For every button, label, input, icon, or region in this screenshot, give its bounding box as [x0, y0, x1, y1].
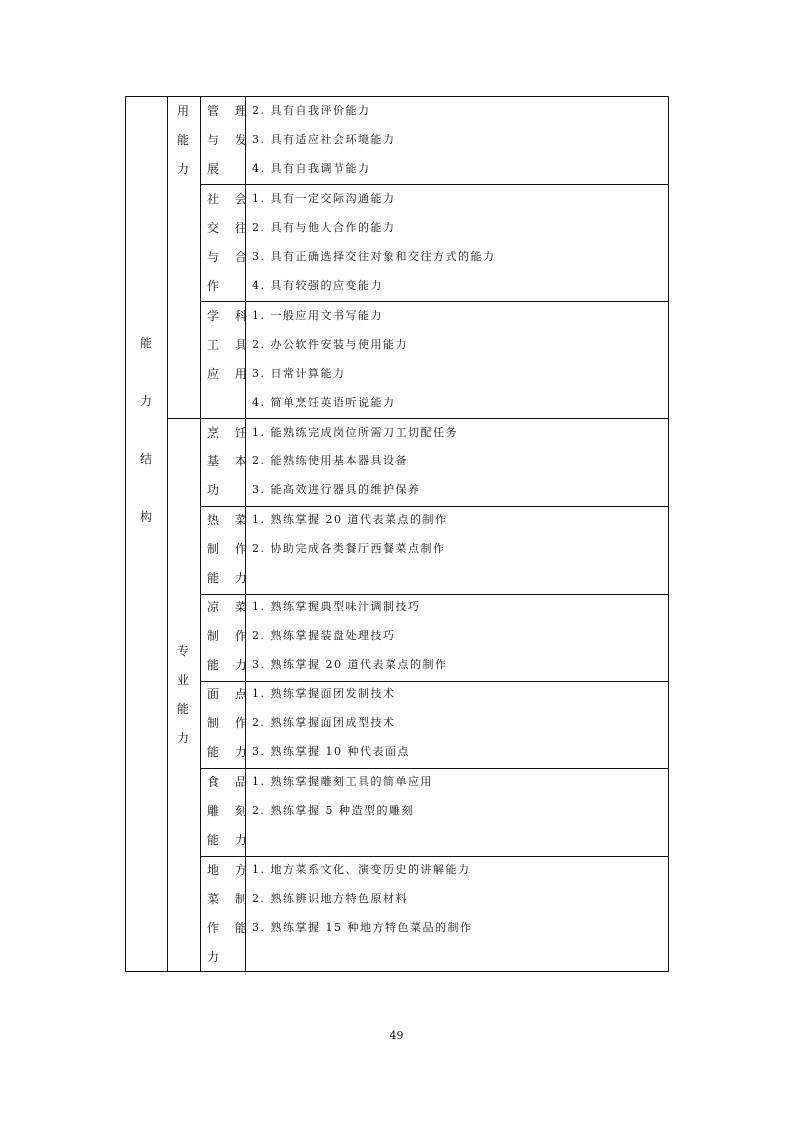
subcategory-label: 与 合 — [207, 250, 253, 264]
subcategory-label: 能 力 — [207, 833, 253, 847]
group-label-char: 业 — [177, 673, 190, 687]
subcategory-label: 能 力 — [207, 571, 253, 585]
subcategory-label: 作 — [207, 279, 226, 293]
row-divider — [200, 301, 669, 302]
subcategory-label: 社 会 — [207, 192, 253, 206]
ability-item: 2. 协助完成各类餐厅西餐菜点制作 — [252, 542, 446, 555]
ability-item: 2. 办公软件安装与使用能力 — [252, 338, 408, 351]
group-label-char: 力 — [177, 162, 190, 176]
ability-item: 4. 简单烹饪英语听说能力 — [252, 396, 396, 409]
ability-item: 2. 具有与他人合作的能力 — [252, 221, 396, 234]
subcategory-label: 功 — [207, 483, 226, 497]
row-divider — [200, 418, 669, 419]
subcategory-label: 能 力 — [207, 745, 253, 759]
ability-item: 1. 熟练掌握雕刻工具的简单应用 — [252, 775, 433, 788]
ability-item: 1. 熟练掌握 20 道代表菜点的制作 — [252, 513, 448, 526]
ability-item: 1. 地方菜系文化、演变历史的讲解能力 — [252, 863, 471, 876]
subcategory-label: 菜 制 — [207, 892, 253, 906]
subcategory-label: 制 作 — [207, 629, 253, 643]
group-label-char: 力 — [177, 731, 190, 745]
subcategory-label: 工 具 — [207, 338, 253, 352]
subcategory-label: 凉 菜 — [207, 600, 253, 614]
subcategory-label: 能 力 — [207, 658, 253, 672]
subcategory-label: 制 作 — [207, 716, 253, 730]
column-divider — [200, 96, 201, 972]
ability-item: 1. 熟练掌握面团发制技术 — [252, 687, 396, 700]
ability-item: 3. 日常计算能力 — [252, 367, 346, 380]
row-divider — [200, 506, 669, 507]
subcategory-label: 食 品 — [207, 775, 253, 789]
group-label-char: 专 — [177, 644, 190, 658]
row-divider — [200, 856, 669, 857]
subcategory-label: 烹 饪 — [207, 426, 253, 440]
subcategory-label: 展 — [207, 162, 226, 176]
subcategory-label: 面 点 — [207, 687, 253, 701]
ability-item: 3. 具有正确选择交往对象和交往方式的能力 — [252, 250, 496, 263]
row-divider — [200, 681, 669, 682]
group-divider — [167, 418, 200, 419]
outer-category-char: 构 — [140, 510, 153, 524]
outer-category-char: 力 — [140, 394, 153, 408]
row-divider — [200, 768, 669, 769]
subcategory-label: 应 用 — [207, 367, 253, 381]
ability-item: 4. 具有自我调节能力 — [252, 162, 371, 175]
group-label-char: 用 — [177, 104, 190, 118]
ability-item: 3. 熟练掌握 20 道代表菜点的制作 — [252, 658, 448, 671]
page-number: 49 — [389, 1029, 404, 1042]
subcategory-label: 地 方 — [207, 863, 253, 877]
ability-item: 4. 具有较强的应变能力 — [252, 279, 383, 292]
subcategory-label: 制 作 — [207, 542, 253, 556]
row-divider — [200, 594, 669, 595]
column-divider — [167, 96, 168, 972]
ability-item: 1. 熟练掌握典型味汁调制技巧 — [252, 600, 421, 613]
ability-item: 1. 具有一定交际沟通能力 — [252, 192, 396, 205]
ability-item: 2. 熟练辨识地方特色原材料 — [252, 892, 408, 905]
ability-item: 2. 能熟练使用基本器具设备 — [252, 454, 408, 467]
ability-item: 1. 能熟练完成岗位所需刀工切配任务 — [252, 426, 458, 439]
subcategory-label: 作 能 — [207, 921, 253, 935]
subcategory-label: 与 发 — [207, 133, 253, 147]
subcategory-label: 热 菜 — [207, 513, 253, 527]
subcategory-label: 学 科 — [207, 309, 253, 323]
outer-category-char: 结 — [140, 452, 153, 466]
ability-item: 2. 熟练掌握 5 种造型的雕刻 — [252, 804, 414, 817]
subcategory-label: 管 理 — [207, 104, 253, 118]
subcategory-label: 交 往 — [207, 221, 253, 235]
ability-item: 3. 熟练掌握 10 种代表面点 — [252, 745, 410, 758]
subcategory-label: 力 — [207, 950, 226, 964]
row-divider — [200, 184, 669, 185]
ability-item: 3. 具有适应社会环境能力 — [252, 133, 396, 146]
group-label-char: 能 — [177, 702, 190, 716]
ability-item: 3. 能高效进行器具的维护保养 — [252, 483, 421, 496]
ability-item: 3. 熟练掌握 15 种地方特色菜品的制作 — [252, 921, 473, 934]
ability-item: 2. 熟练掌握面团成型技术 — [252, 716, 396, 729]
outer-category-char: 能 — [140, 336, 153, 350]
subcategory-label: 基 本 — [207, 454, 253, 468]
subcategory-label: 雕 刻 — [207, 804, 253, 818]
ability-item: 1. 一般应用文书写能力 — [252, 309, 383, 322]
ability-item: 2. 熟练掌握装盘处理技巧 — [252, 629, 396, 642]
ability-item: 2. 具有自我评价能力 — [252, 104, 371, 117]
group-label-char: 能 — [177, 133, 190, 147]
